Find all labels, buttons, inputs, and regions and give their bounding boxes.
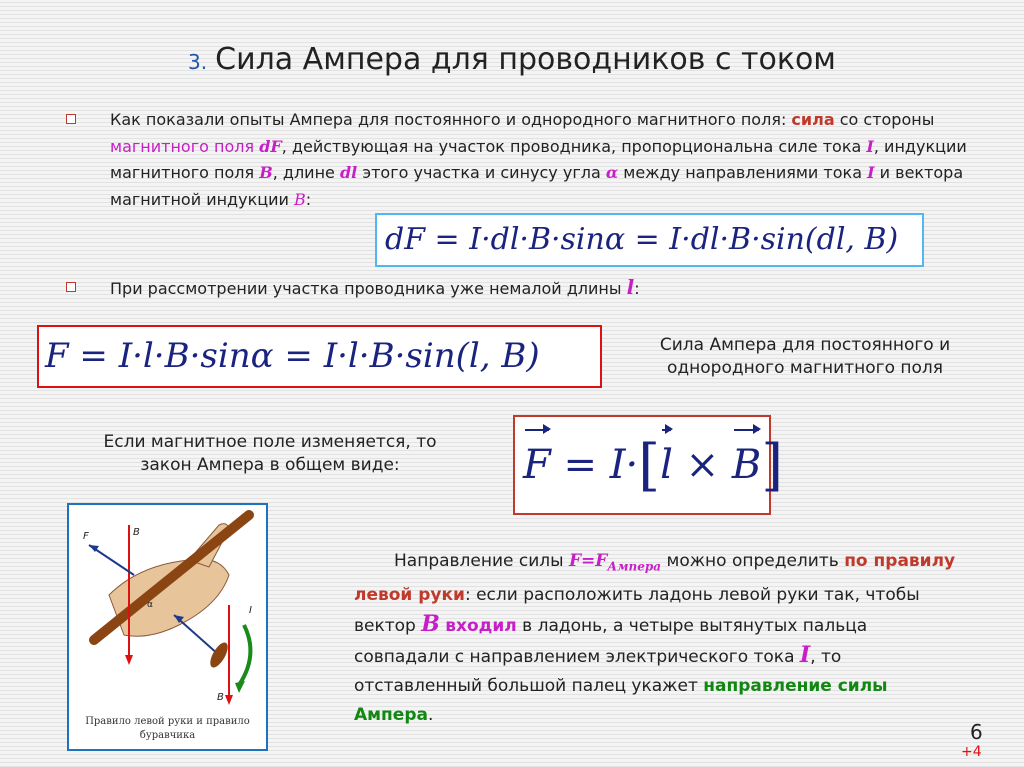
label-F: F xyxy=(83,531,89,542)
text-segment: : xyxy=(305,189,312,209)
text-segment: в ладонь, а четыре вытянутых пальца совпадали с направлением электрического тока xyxy=(354,616,868,668)
highlight-left-hand-rule: по правилу левой руки xyxy=(354,551,956,606)
highlight-force-direction: направление силы Ампера xyxy=(354,676,888,726)
caption-line: однородного магнитного поля xyxy=(667,358,943,378)
label-alpha: α xyxy=(147,600,153,610)
paragraph-ampere-experiments xyxy=(110,107,990,213)
text-segment: со стороны xyxy=(834,110,935,129)
caption-line: Сила Ампера для постоянного и xyxy=(659,335,951,355)
slide-number: 6 xyxy=(970,720,983,744)
text-segment: Направление силы xyxy=(394,551,569,571)
bracket-left-icon: [ xyxy=(638,433,661,498)
symbol-I: I xyxy=(866,136,874,156)
text-segment: При рассмотрении участка проводника уже немалой длины xyxy=(110,279,627,298)
highlight-vhodil: входил xyxy=(445,616,517,637)
symbol-alpha: α xyxy=(605,163,619,182)
label-I: I xyxy=(249,605,252,616)
symbol-I: I xyxy=(799,642,811,669)
highlight-magnetic-field: магнитного поля xyxy=(110,136,255,156)
text-segment: этого участка и синусу угла xyxy=(357,163,606,182)
bullet-square-icon xyxy=(66,282,76,292)
symbol-B: B xyxy=(421,611,440,638)
formula-vector xyxy=(513,415,784,515)
text-segment: и вектора магнитной индукции xyxy=(110,163,964,209)
text-segment: : xyxy=(634,279,640,298)
text-segment: , индукции магнитного поля xyxy=(110,136,967,182)
label-B-top: B xyxy=(133,527,140,538)
symbol-l: l xyxy=(626,275,635,299)
caption-line: Правило левой руки и правило xyxy=(85,716,250,727)
symbol-I: I xyxy=(867,163,875,182)
text-segment: Как показали опыты Ампера для постоянного и однородного магнитного поля: xyxy=(110,110,792,129)
formula-inline: F=F xyxy=(568,551,608,571)
label-B-bottom: B xyxy=(217,692,224,703)
formula-subscript: Ампера xyxy=(607,559,662,574)
caption-line: Если магнитное поле изменяется, то xyxy=(103,432,437,452)
title-text: Сила Ампера для проводников с током xyxy=(215,42,836,77)
formula-dF: dF = I·dl·B·sinα = I·dl·B·sin(dl, B) xyxy=(375,213,924,267)
formula-part: = I· xyxy=(550,442,639,488)
text-segment: , действующая на участок проводника, пропорциональна силе тока xyxy=(281,136,867,156)
highlight-sila: сила xyxy=(791,110,835,129)
symbol-B: B xyxy=(294,189,306,209)
text-segment: : если расположить ладонь левой руки так, чтобы вектор xyxy=(354,585,920,637)
text-segment: . xyxy=(427,705,434,726)
caption-line: буравчика xyxy=(139,730,196,741)
caption-general-law xyxy=(60,431,480,477)
left-hand-rule-image xyxy=(67,503,268,751)
bracket-right-icon: ] xyxy=(761,433,784,498)
vector-B: B xyxy=(732,417,761,513)
title-number: 3. xyxy=(188,50,208,74)
vector-l: l xyxy=(660,417,673,513)
caption-uniform-field xyxy=(615,334,995,380)
vector-F: F xyxy=(523,417,551,513)
paragraph-left-hand-rule xyxy=(354,547,964,730)
caption-line: закон Ампера в общем виде: xyxy=(140,455,400,475)
paragraph-long-conductor xyxy=(110,275,640,301)
symbol-B: B xyxy=(259,163,273,182)
bullet-square-icon xyxy=(66,114,76,124)
image-caption xyxy=(69,715,266,743)
text-segment: , длине xyxy=(272,163,340,182)
left-hand-illustration xyxy=(69,505,266,710)
formula-part: × xyxy=(672,442,732,488)
plus-badge[interactable]: +4 xyxy=(961,744,982,760)
text-segment: можно определить xyxy=(661,551,845,571)
text-segment: , то отставленный большой палец укажет xyxy=(354,647,842,697)
text-segment: между направлениями тока xyxy=(618,163,868,182)
formula-F: F = I·l·B·sinα = I·l·B·sin(l, B) xyxy=(37,325,602,388)
symbol-dl: dl xyxy=(339,163,358,182)
symbol-dF: dF xyxy=(259,136,282,156)
page-title xyxy=(0,42,1024,77)
